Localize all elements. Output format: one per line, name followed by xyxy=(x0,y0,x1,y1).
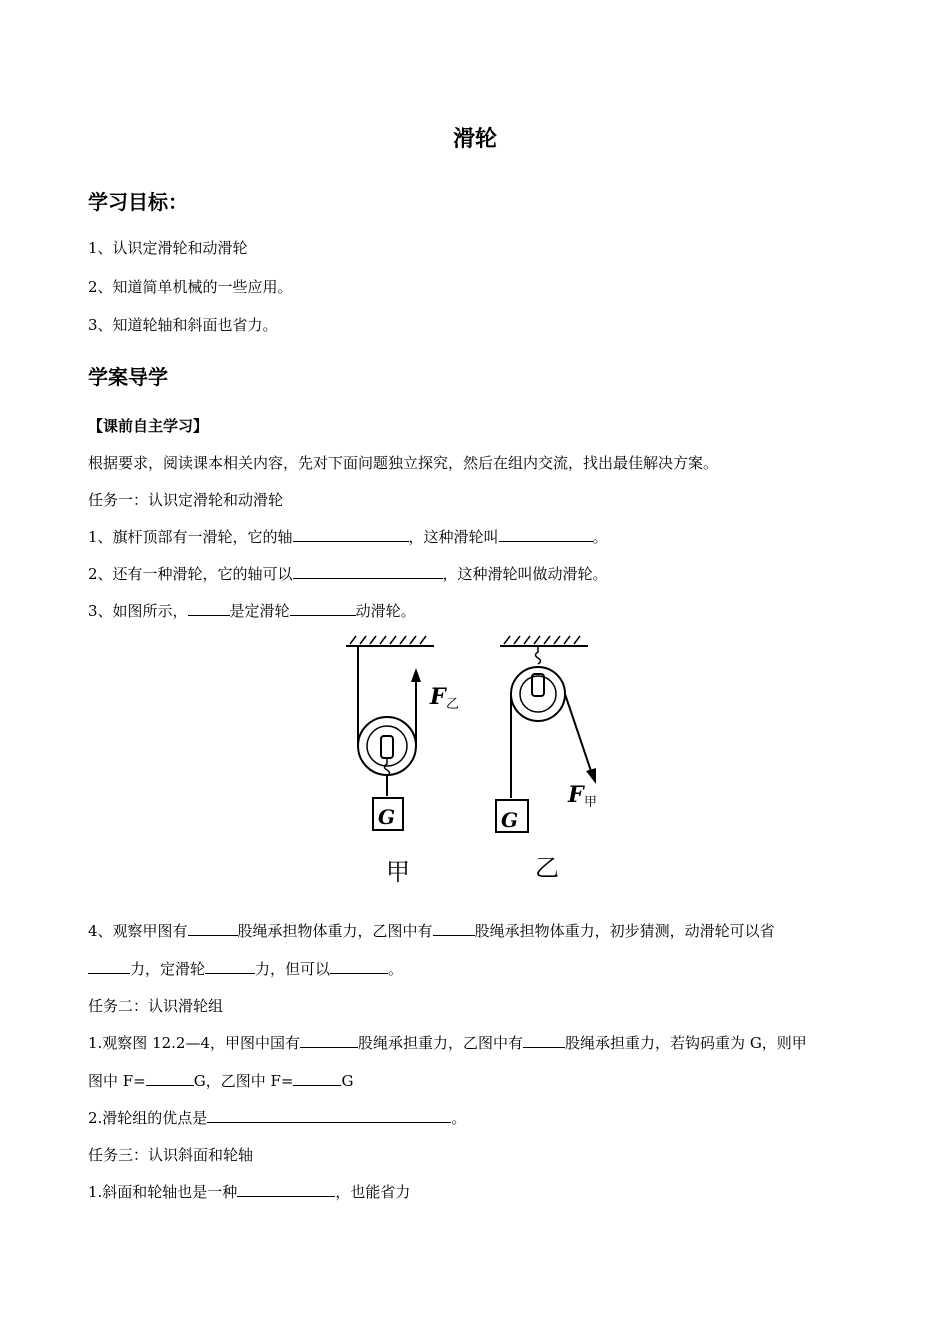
q-text: 1.斜面和轮轴也是一种 xyxy=(88,1183,238,1201)
task1-question-1 xyxy=(88,526,608,547)
q-text: 股绳承担重力，乙图中有 xyxy=(358,1034,524,1052)
pulley-figure xyxy=(330,628,630,890)
q-text: 股绳承担重力，若钩码重为 G，则甲 xyxy=(565,1034,807,1052)
answer-blank[interactable] xyxy=(146,1071,194,1086)
task1-question-3 xyxy=(88,600,416,621)
answer-blank[interactable] xyxy=(293,527,409,542)
q-text: G xyxy=(341,1072,354,1090)
q-text: 4、观察甲图有 xyxy=(88,922,188,940)
caption-left: 甲 xyxy=(386,858,410,886)
page-title: 滑轮 xyxy=(452,127,497,152)
section-label: 【课前自主学习】 xyxy=(88,417,209,435)
task1-question-4 xyxy=(88,920,775,941)
q-text: 2.滑轮组的优点是 xyxy=(88,1109,208,1127)
q-text: 动滑轮。 xyxy=(355,602,416,620)
answer-blank[interactable] xyxy=(88,959,130,974)
guide-heading: 学案导学 xyxy=(88,365,168,389)
answer-blank[interactable] xyxy=(188,601,230,616)
q-text: ，这种滑轮叫做动滑轮。 xyxy=(442,565,608,583)
force-sub-left: 乙 xyxy=(446,697,460,712)
force-label-right: F xyxy=(568,782,584,808)
q-text: 股绳承担物体重力，初步猜测，动滑轮可以省 xyxy=(474,922,775,940)
task2-question-1 xyxy=(88,1032,807,1053)
force-label-left: F xyxy=(430,684,446,710)
task2-question-1-cont xyxy=(88,1070,353,1091)
answer-blank[interactable] xyxy=(207,1108,451,1123)
answer-blank[interactable] xyxy=(290,601,356,616)
pulley-right xyxy=(511,667,565,721)
answer-blank[interactable] xyxy=(499,527,593,542)
answer-blank[interactable] xyxy=(433,921,475,936)
answer-blank[interactable] xyxy=(300,1033,358,1048)
q-text: 。 xyxy=(388,960,404,978)
goal-item-2: 2、知道简单机械的一些应用。 xyxy=(88,278,293,296)
q-text: 力，但可以 xyxy=(255,960,331,978)
arrow-right xyxy=(586,768,596,784)
task1-title: 任务一：认识定滑轮和动滑轮 xyxy=(88,491,284,509)
goal-item-3: 3、知道轮轴和斜面也省力。 xyxy=(88,316,278,334)
q-text: 2、还有一种滑轮，它的轴可以 xyxy=(88,565,293,583)
answer-blank[interactable] xyxy=(293,1071,341,1086)
caption-right: 乙 xyxy=(535,854,559,882)
answer-blank[interactable] xyxy=(237,1182,335,1197)
task3-title: 任务三：认识斜面和轮轴 xyxy=(88,1146,254,1164)
answer-blank[interactable] xyxy=(330,959,388,974)
answer-blank[interactable] xyxy=(188,921,238,936)
q-text: ，也能省力 xyxy=(335,1183,411,1201)
q-text: 图中 F= xyxy=(88,1072,146,1090)
q-text: 力，定滑轮 xyxy=(130,960,206,978)
answer-blank[interactable] xyxy=(523,1033,565,1048)
answer-blank[interactable] xyxy=(205,959,255,974)
q-text: 是定滑轮 xyxy=(229,602,290,620)
rope-right-pull xyxy=(565,694,592,774)
ceiling-hatch-left xyxy=(350,636,426,644)
task3-question-1 xyxy=(88,1181,410,1202)
q-text: 。 xyxy=(451,1109,467,1127)
goal-item-1: 1、认识定滑轮和动滑轮 xyxy=(88,239,248,257)
ceiling-hatch-right xyxy=(504,636,580,644)
task2-title: 任务二：认识滑轮组 xyxy=(88,997,224,1015)
goals-heading: 学习目标： xyxy=(88,190,188,214)
q-text: 1.观察图 12.2—4，甲图中国有 xyxy=(88,1034,301,1052)
task1-question-2 xyxy=(88,563,608,584)
force-sub-right: 甲 xyxy=(584,795,598,810)
q-text: ，这种滑轮叫 xyxy=(408,528,499,546)
intro-text: 根据要求，阅读课本相关内容，先对下面问题独立探究，然后在组内交流，找出最佳解决方案。 xyxy=(88,454,719,472)
weight-label-right: G xyxy=(501,808,519,832)
q-text: G，乙图中 F= xyxy=(193,1072,294,1090)
q-text: 3、如图所示， xyxy=(88,602,188,620)
arrow-left xyxy=(411,668,421,682)
weight-label-left: G xyxy=(378,805,396,829)
q-text: 1、旗杆顶部有一滑轮，它的轴 xyxy=(88,528,293,546)
q-text: 。 xyxy=(592,528,608,546)
q-text: 股绳承担物体重力，乙图中有 xyxy=(237,922,433,940)
answer-blank[interactable] xyxy=(293,564,443,579)
task1-question-4-cont xyxy=(88,958,403,979)
task2-question-2 xyxy=(88,1107,466,1128)
